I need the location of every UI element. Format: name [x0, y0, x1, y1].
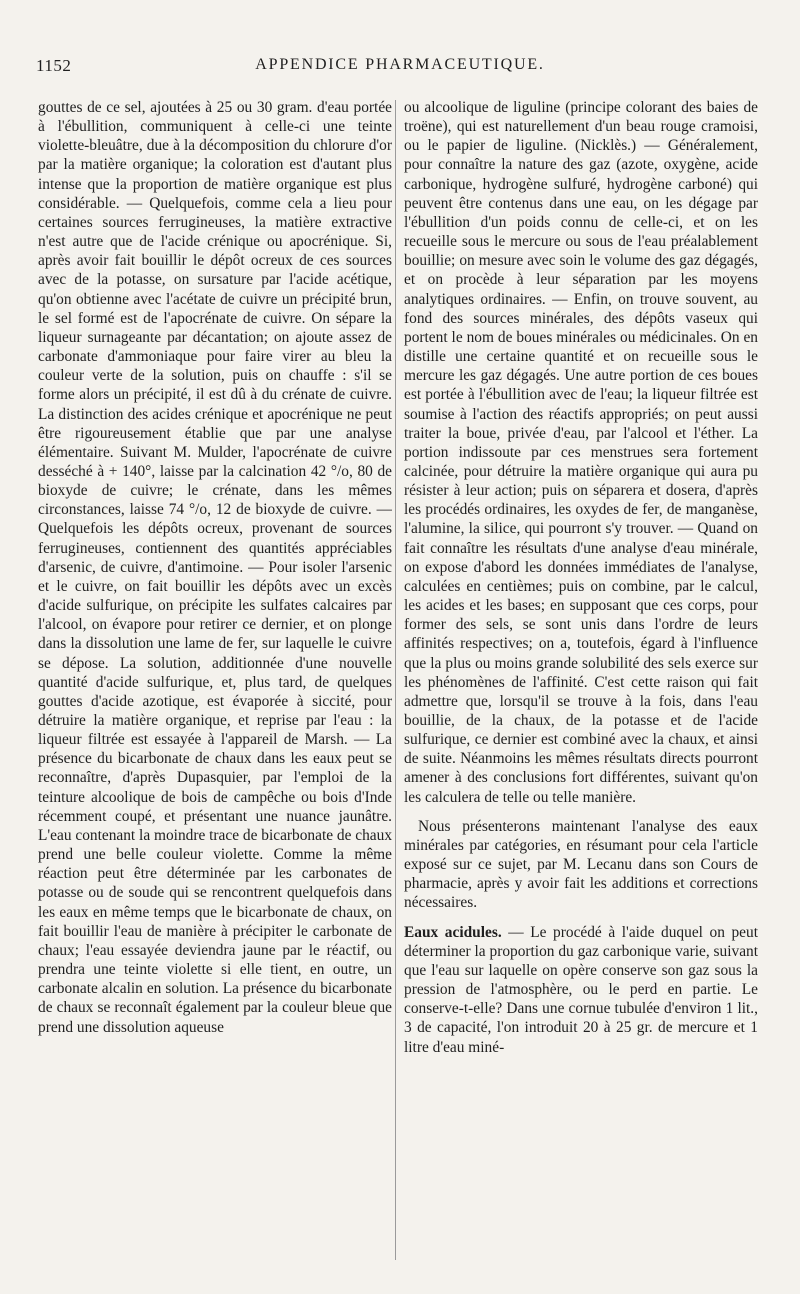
section-text: — Le procédé à l'aide duquel on peut déterminer la proportion du gaz carbonique varie, suivant que l'eau sur laquelle on opère conserve son gaz sous la pression de l'atmosphère, ou le perd en partie. Le conserve-t-elle? Dans une cornue tubulée d'environ 1 lit., 3 de capacité, l'on introduit 20 à 25 gr. de mercure et 1 litre d'eau miné-	[404, 923, 758, 1056]
page-header	[36, 56, 764, 86]
running-title: APPENDICE PHARMACEUTIQUE.	[255, 56, 545, 73]
left-column-text: gouttes de ce sel, ajoutées à 25 ou 30 gram. d'eau portée à l'ébullition, communiquent à celle-ci une teinte violette-bleuâtre, due à la décomposition du chlorure d'or par la matière organique; la coloration est d'autant plus intense que la proportion de matière organique est plus considérable. — Quelquefois, comme cela a lieu pour certaines sources ferrugineuses, la matière extractive n'est autre que de l'acide crénique ou apocrénique. Si, après avoir fait bouillir le dépôt ocreux de ces sources avec de la potasse, on sursature par l'acide acétique, qu'on obtienne avec l'acétate de cuivre un précipité brun, le sel formé est de l'apocrénate de cuivre. On sépare la liqueur surnageante par décantation; on ajoute assez de carbonate d'ammoniaque pour faire virer au bleu la couleur verte de la solution, puis on chauffe : s'il se forme alors un précipité, il est dû à du crénate de cuivre. La distinction des acides crénique et apocrénique ne peut être rigoureusement établie que par une analyse élémentaire. Suivant M. Mulder, l'apocrénate de cuivre desséché à + 140°, laisse par la calcination 42 °/o, 80 de bioxyde de cuivre; le crénate, dans les mêmes circonstances, laisse 74 °/o, 12 de bioxyde de cuivre. — Quelquefois les dépôts ocreux, provenant de sources ferrugineuses, contiennent des quantités appréciables d'arsenic, de cuivre, d'antimoine. — Pour isoler l'arsenic et le cuivre, on fait bouillir les dépôts avec un excès d'acide sulfurique, on précipite les sulfates calcaires par l'alcool, on évapore pour retirer ce dernier, et on plonge dans la dissolution une lame de fer, sur laquelle le cuivre se dépose. La solution, additionnée d'une nouvelle quantité d'acide sulfurique, et, plus tard, de quelques gouttes d'acide azotique, est évaporée à siccité, pour détruire la matière organique, et reprise par l'eau : la liqueur filtrée est essayée à l'appareil de Marsh. — La présence du bicarbonate de chaux dans les eaux peut se reconnaître, d'après Dupasquier, par l'emploi de la teinture alcoolique de bois de campêche ou bois d'Inde récemment coupé, et présentant une nuance jaunâtre. L'eau contenant la moindre trace de bicarbonate de chaux prend une belle couleur violette. Comme la même réaction peut être déterminée par les carbonates de potasse ou de soude qui se rencontrent quelquefois dans les eaux en même temps que le bicarbonate de chaux, on fait bouillir l'eau de manière à précipiter le carbonate de chaux; l'eau essayée deviendra jaune par le réactif, ou prendra une teinte violette si elle tient, en outre, un carbonate alcalin en solution. La présence du bicarbonate de chaux se reconnaît également par la couleur bleue que prend une dissolution aqueuse	[38, 99, 392, 1036]
right-paragraph-2: Nous présenterons maintenant l'analyse des eaux minérales par catégories, en résumant pour cela l'article exposé sur ce sujet, par M. Lecanu dans son Cours de pharmacie, après y avoir fait les additions et corrections nécessaires.	[404, 817, 758, 912]
section-heading: Eaux acidules.	[404, 923, 502, 941]
left-column	[38, 98, 392, 1258]
right-column	[404, 98, 758, 1258]
page-number: 1152	[36, 56, 72, 75]
right-paragraph-1: ou alcoolique de liguline (principe colorant des baies de troëne), qui est naturellement d'un beau rouge cramoisi, ou le papier de liguline. (Nicklès.) — Généralement, pour connaître la nature des gaz (azote, oxygène, acide carbonique, hydrogène sulfuré, hydrogène carboné) qui peuvent être contenus dans une eau, on les dégage par l'ébullition d'un poids connu de celle-ci, et on les recueille sous le mercure ou sous de l'eau préalablement bouillie; on mesure avec soin le volume des gaz dégagés, et on procède à leur séparation par les moyens analytiques ordinaires. — Enfin, on trouve souvent, au fond des sources minérales, des dépôts vaseux qui portent le nom de boues minérales ou médicinales. On en distille une certaine quantité et on recueille sous le mercure les gaz dégagés. Une autre portion de ces boues est portée à l'ébullition avec de l'eau; la liqueur filtrée est soumise à l'action des réactifs appropriés; on peut aussi traiter la boue, privée d'eau, par l'alcool et l'éther. La portion indissoute par ces menstrues sera fortement calcinée, pour détruire la matière organique qui aura pu résister à leur action; puis on séparera et dosera, d'après les procédés ordinaires, les oxydes de fer, de manganèse, l'alumine, la silice, qui pourront s'y trouver. — Quand on fait connaître les résultats d'une analyse d'eau minérale, on expose d'abord les données immédiates de l'analyse, calculées en centièmes; puis on combine, par le calcul, les acides et les bases; en supposant que ces corps, pour former des sels, se sont unis dans l'ordre de leurs affinités respectives; on a, toutefois, égard à l'influence que la plus ou moins grande solubilité des sels exerce sur les phénomènes de l'affinité. C'est cette raison qui fait admettre que, lorsqu'il se trouve à la fois, dans l'eau bouillie, de la chaux, de la potasse et de l'acide sulfurique, ce dernier est combiné avec la chaux, et ainsi de suite. Néanmoins les mêmes résultats directs pourront amener à des conclusions fort différentes, suivant qu'on les calculera de telle ou telle manière.	[404, 99, 758, 806]
section-paragraph	[404, 923, 758, 1057]
column-divider	[395, 100, 396, 1260]
